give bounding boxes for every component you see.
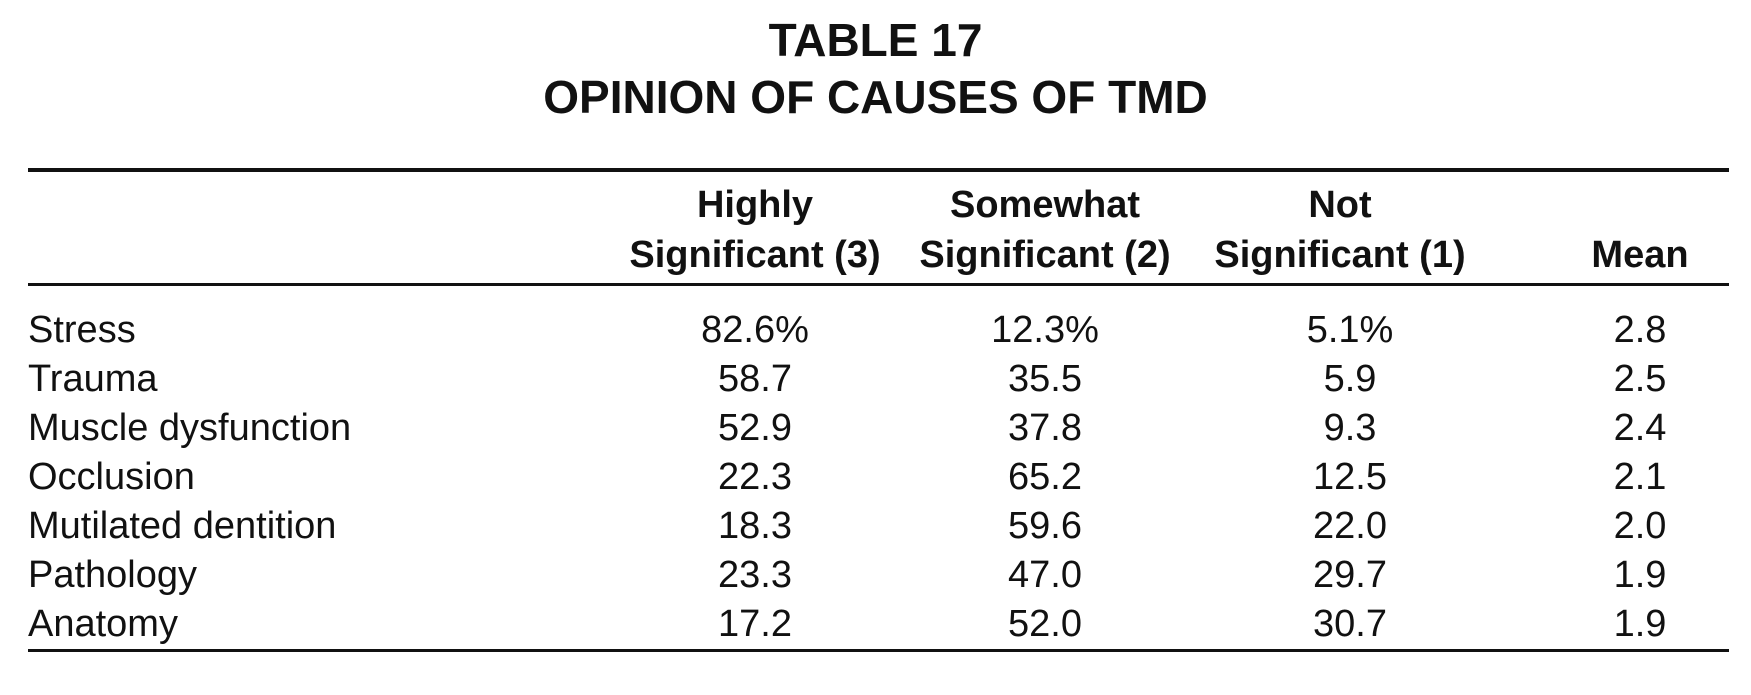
column-header-mean bbox=[1560, 180, 1720, 280]
cell-mean: 2.4 bbox=[1613, 407, 1667, 449]
table-row bbox=[0, 404, 1751, 453]
cell-not: 5.9 bbox=[1323, 358, 1377, 400]
cell-not: 22.0 bbox=[1313, 505, 1387, 547]
header-rule bbox=[28, 283, 1729, 286]
row-label: Occlusion bbox=[28, 456, 195, 498]
column-header-line1 bbox=[1560, 180, 1720, 230]
cell-somewhat: 35.5 bbox=[1008, 358, 1082, 400]
cell-mean: 1.9 bbox=[1613, 603, 1667, 645]
table-subtitle: OPINION OF CAUSES OF TMD bbox=[543, 71, 1208, 123]
column-header-line1: Highly bbox=[696, 184, 814, 226]
column-header-line2: Mean bbox=[1591, 234, 1689, 276]
cell-somewhat: 65.2 bbox=[1008, 456, 1082, 498]
cell-not: 30.7 bbox=[1313, 603, 1387, 645]
table-title: TABLE 17 bbox=[768, 14, 983, 66]
column-header-line2: Significant (1) bbox=[1214, 234, 1466, 276]
cell-somewhat: 52.0 bbox=[1008, 603, 1082, 645]
cell-highly: 58.7 bbox=[718, 358, 792, 400]
row-label: Muscle dysfunction bbox=[28, 407, 352, 449]
table-row bbox=[0, 502, 1751, 551]
table-row bbox=[0, 600, 1751, 649]
cell-somewhat: 12.3% bbox=[991, 309, 1099, 351]
column-header-line2: Significant (2) bbox=[919, 234, 1171, 276]
cell-somewhat: 37.8 bbox=[1008, 407, 1082, 449]
cell-mean: 1.9 bbox=[1613, 554, 1667, 596]
cell-highly: 82.6% bbox=[701, 309, 809, 351]
row-label: Anatomy bbox=[28, 603, 178, 645]
row-label: Trauma bbox=[28, 358, 158, 400]
bottom-rule bbox=[28, 649, 1729, 652]
cell-highly: 52.9 bbox=[718, 407, 792, 449]
column-header-line1: Somewhat bbox=[949, 184, 1141, 226]
cell-highly: 18.3 bbox=[718, 505, 792, 547]
column-header-line2: Significant (3) bbox=[629, 234, 881, 276]
cell-highly: 22.3 bbox=[718, 456, 792, 498]
cell-not: 9.3 bbox=[1323, 407, 1377, 449]
cell-mean: 2.5 bbox=[1613, 358, 1667, 400]
table-row bbox=[0, 551, 1751, 600]
table-row bbox=[0, 306, 1751, 355]
cell-highly: 23.3 bbox=[718, 554, 792, 596]
cell-not: 5.1% bbox=[1306, 309, 1394, 351]
row-label: Pathology bbox=[28, 554, 198, 596]
top-rule bbox=[28, 168, 1729, 172]
cell-mean: 2.1 bbox=[1613, 456, 1667, 498]
cell-not: 12.5 bbox=[1313, 456, 1387, 498]
row-label: Stress bbox=[28, 309, 136, 351]
column-header-line1: Not bbox=[1308, 184, 1372, 226]
column-header-highly-significant bbox=[620, 180, 890, 280]
column-header-somewhat-significant bbox=[910, 180, 1180, 280]
cell-somewhat: 47.0 bbox=[1008, 554, 1082, 596]
table-row bbox=[0, 355, 1751, 404]
cell-somewhat: 59.6 bbox=[1008, 505, 1082, 547]
column-header-not-significant bbox=[1205, 180, 1475, 280]
row-label: Mutilated dentition bbox=[28, 505, 337, 547]
cell-highly: 17.2 bbox=[718, 603, 792, 645]
table-row bbox=[0, 453, 1751, 502]
cell-mean: 2.8 bbox=[1613, 309, 1667, 351]
cell-mean: 2.0 bbox=[1613, 505, 1667, 547]
cell-not: 29.7 bbox=[1313, 554, 1387, 596]
